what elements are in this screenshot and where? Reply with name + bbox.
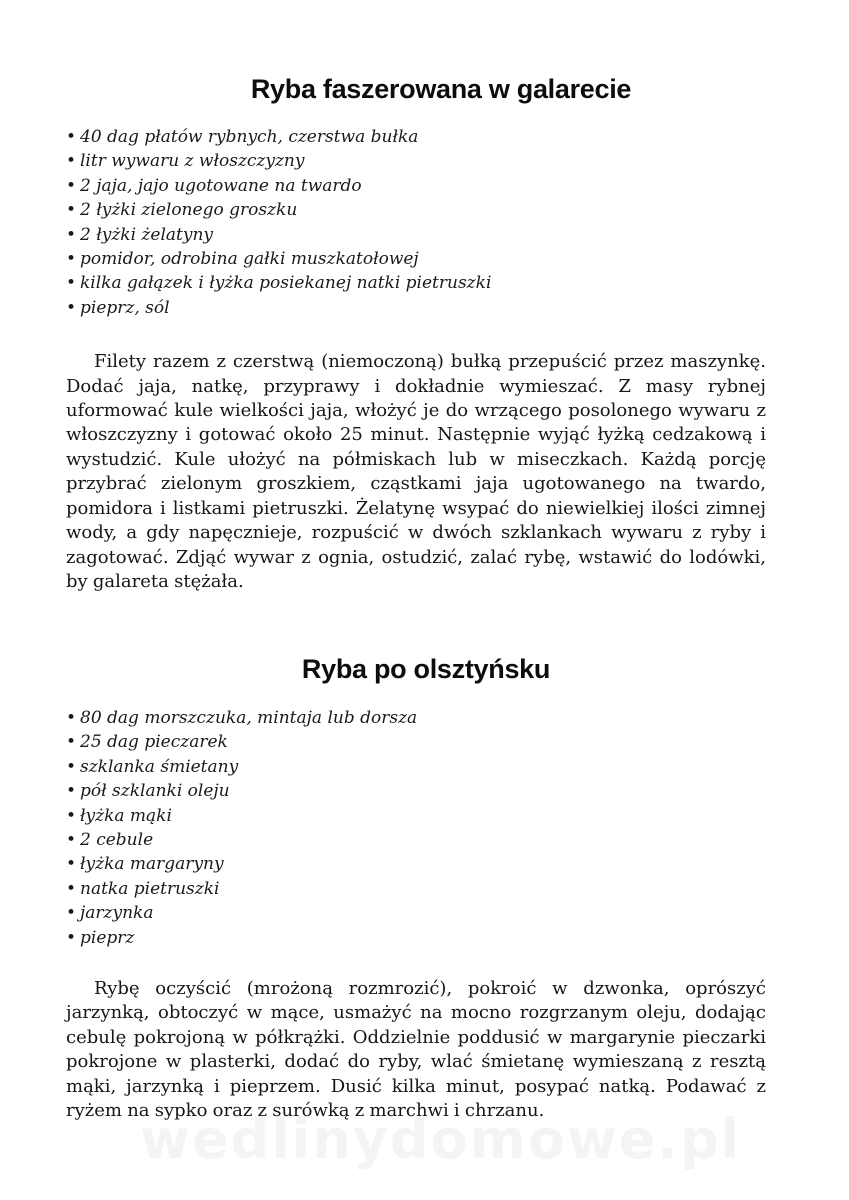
watermark xyxy=(140,1108,760,1171)
ingredient-item: • łyżka margaryny xyxy=(66,852,766,876)
ingredient-item: • 25 dag pieczarek xyxy=(66,730,766,754)
ingredient-item: • 2 łyżki zielonego groszku xyxy=(66,198,766,222)
ingredient-item: • 2 łyżki żelatyny xyxy=(66,223,766,247)
ingredient-item: • pół szklanki oleju xyxy=(66,779,766,803)
recipe-instructions: Filety razem z czerstwą (niemoczoną) bułką przepuścić przez maszynkę. Dodać jaja, natkę, przyprawy i dokładnie wymieszać. Z masy rybnej uformować kule wielkości jaja, włożyć je do wrzącego posolonego wywaru z włoszczyzny i gotować około 25 minut. Następnie wyjąć łyżką cedzakową i wystudzić. Kule ułożyć na półmiskach lub w miseczkach. Każdą porcję przybrać zielonym groszkiem, cząstkami jaja ugotowanego na twardo, pomidora i listkami pietruszki. Żelatynę wsypać do niewielkiej ilości zimnej wody, a gdy napęcznieje, rozpuścić w dwóch szklankach wywaru z ryby i zagotować. Zdjąć wywar z ognia, ostudzić, zalać rybę, wstawić do lodówki, by galareta stężała. xyxy=(66,351,766,592)
ingredient-item: • litr wywaru z włoszczyzny xyxy=(66,149,766,173)
ingredient-item: • łyżka mąki xyxy=(66,804,766,828)
ingredient-item: • kilka gałązek i łyżka posiekanej natki pietruszki xyxy=(66,271,766,295)
recipe-ryba-po-olsztynsku xyxy=(66,654,766,1124)
ingredient-item: • 80 dag morszczuka, mintaja lub dorsza xyxy=(66,706,766,730)
ingredient-item: • szklanka śmietany xyxy=(66,755,766,779)
ingredient-item: • 2 jaja, jajo ugotowane na twardo xyxy=(66,174,766,198)
ingredient-item: • pieprz, sól xyxy=(66,296,766,320)
ingredient-item: • natka pietruszki xyxy=(66,877,766,901)
ingredient-list xyxy=(66,706,766,950)
ingredient-item: • pomidor, odrobina gałki muszkatołowej xyxy=(66,247,766,271)
recipe-ryba-faszerowana xyxy=(66,74,766,594)
recipe-instructions: Rybę oczyścić (mrożoną rozmrozić), pokroić w dzwonka, oprószyć jarzynką, obtoczyć w mące, usmażyć na mocno rozgrzanym oleju, dodając cebulę pokrojoną w półkrążki. Oddzielnie poddusić w margarynie pieczarki pokrojone w plasterki, dodać do ryby, wlać śmietanę wymieszaną z resztą mąki, jarzynką i pieprzem. Dusić kilka minut, posypać natką. Podawać z ryżem na sypko oraz z surówką z marchwi i chrzanu. xyxy=(66,978,766,1122)
recipe-title: Ryba faszerowana w galarecie xyxy=(250,74,632,104)
ingredient-item: • 2 cebule xyxy=(66,828,766,852)
ingredient-item: • pieprz xyxy=(66,926,766,950)
ingredient-item: • jarzynka xyxy=(66,901,766,925)
ingredient-item: • 40 dag płatów rybnych, czerstwa bułka xyxy=(66,125,766,149)
recipe-title: Ryba po olsztyńsku xyxy=(301,654,551,684)
ingredient-list xyxy=(66,125,766,320)
